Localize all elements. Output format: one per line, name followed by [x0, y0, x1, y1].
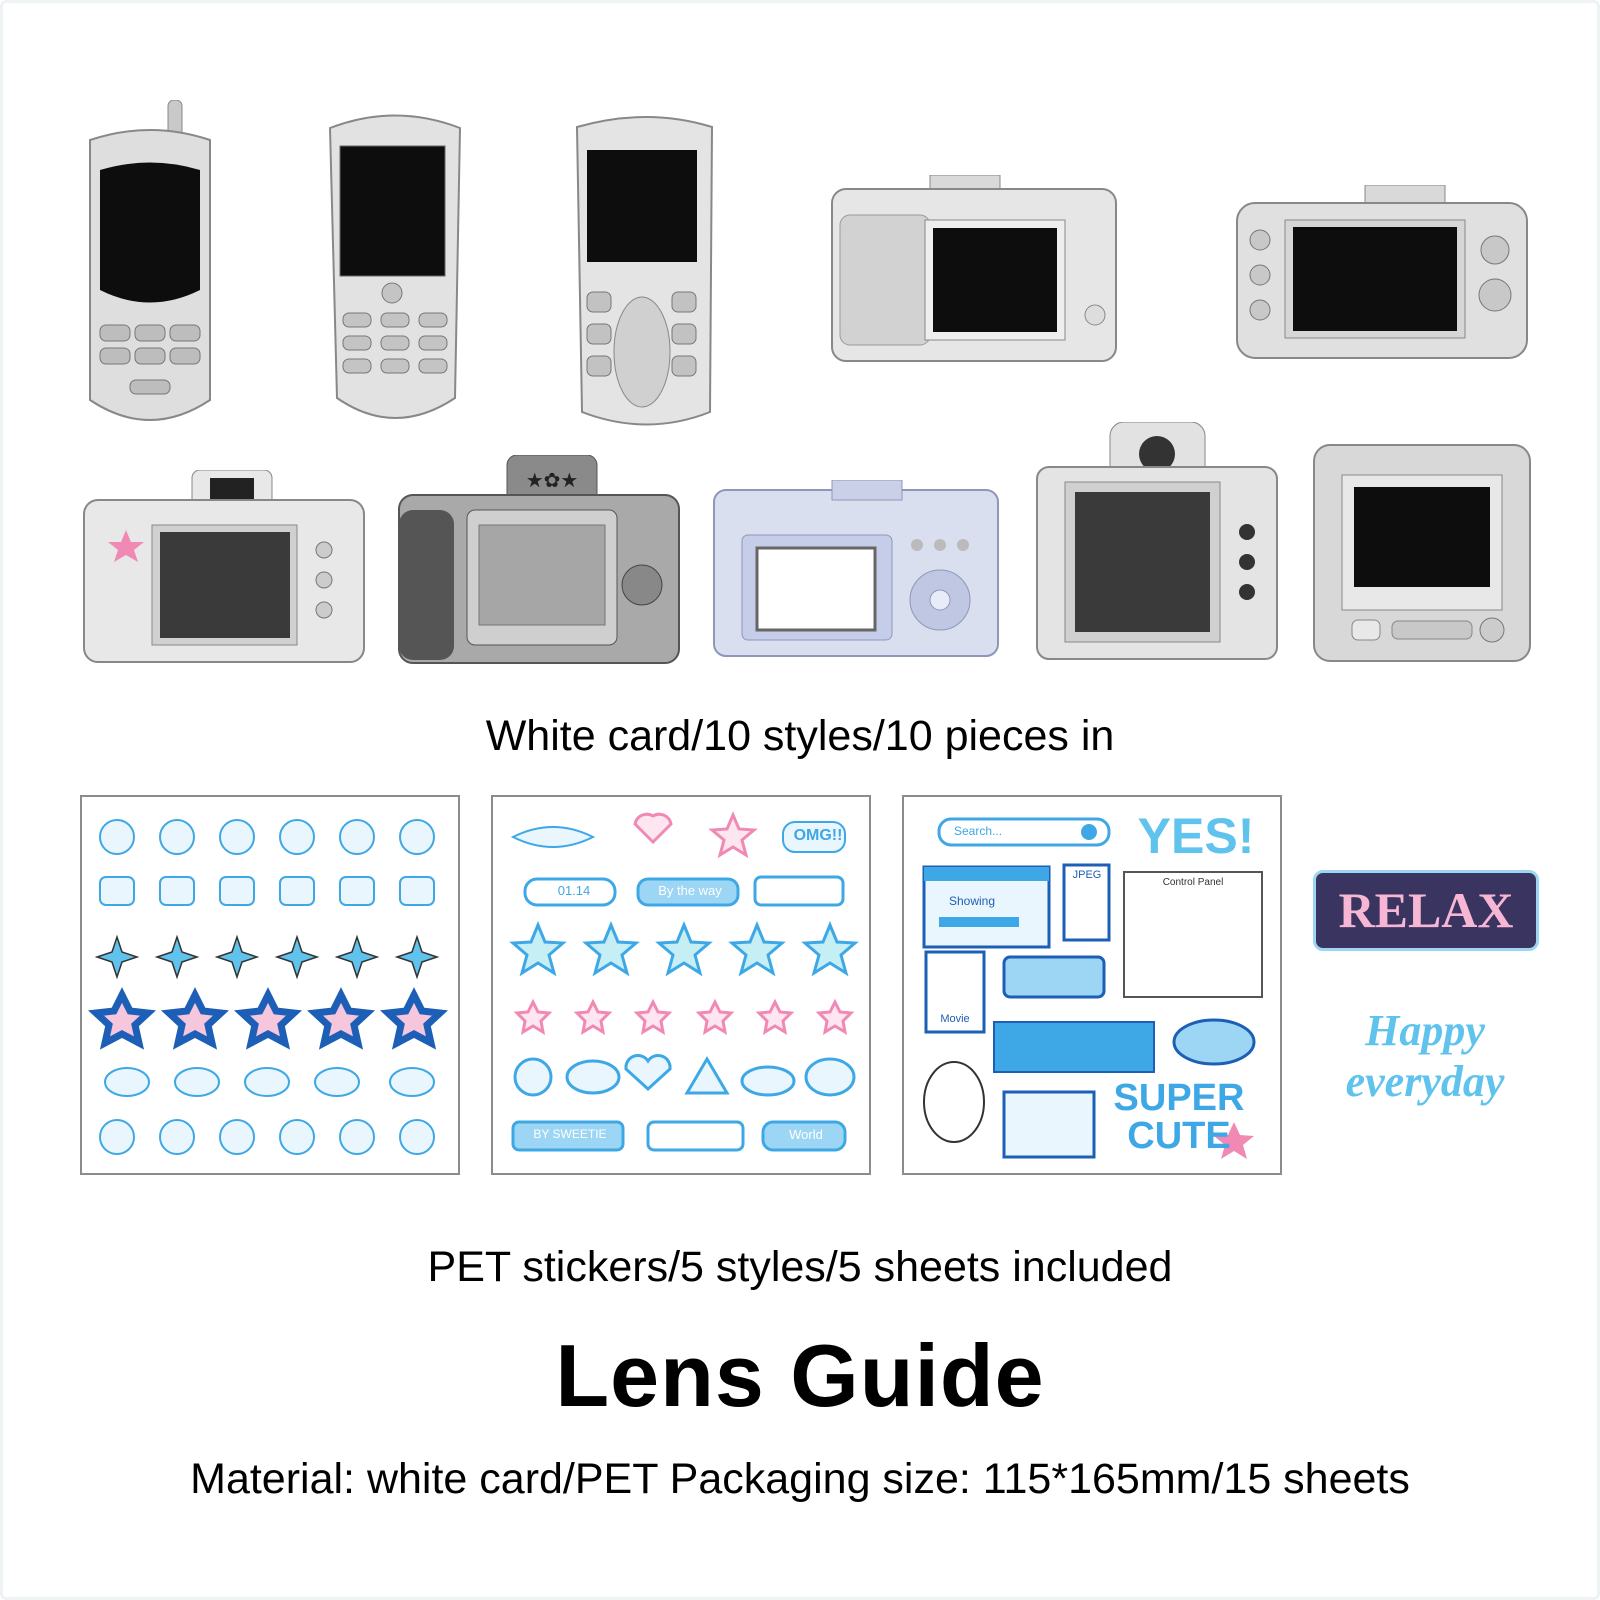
relax-sticker-label: RELAX [1338, 882, 1514, 938]
white-card-caption: White card/10 styles/10 pieces in [485, 712, 1115, 760]
sticker-sheet-icons [80, 795, 460, 1175]
by-the-way-sticker-label: By the way [658, 883, 722, 898]
happy-everyday-sticker [1315, 1005, 1535, 1125]
point-shoot-camera-lilac-sticker [712, 480, 1002, 660]
sticker-sheet-labels [491, 795, 871, 1175]
candybar-phone-sticker [325, 108, 465, 433]
pet-caption: PET stickers/5 styles/5 sheets included [427, 1243, 1173, 1291]
showing-sticker-label: Showing [949, 894, 996, 908]
sheet-icons-art [82, 797, 458, 1173]
flip-phone-sticker [80, 100, 220, 440]
happy-sticker-label: Happy [1365, 1006, 1485, 1055]
dslr-camera-dark-sticker [397, 455, 682, 665]
relax-sticker [1313, 870, 1539, 951]
page-title: Lens Guide [555, 1326, 1045, 1425]
super-sticker-label: SUPER [1113, 1077, 1245, 1119]
everyday-sticker-label: everyday [1345, 1057, 1505, 1106]
compact-camera-sticker [830, 175, 1120, 365]
jpeg-sticker-label: JPEG [1072, 869, 1102, 881]
world-sticker-label: World [789, 1127, 823, 1142]
yes-sticker-label: YES! [1137, 808, 1255, 864]
svg-text:★✿★: ★✿★ [525, 468, 579, 492]
sticker-sheet-retro-ui [902, 795, 1282, 1175]
search-sticker-label: Search... [954, 824, 1003, 838]
cute-sticker-label: CUTE [1127, 1115, 1231, 1157]
dslr-camera-pink-sticker [82, 470, 367, 665]
sheet-labels-art [493, 797, 869, 1173]
instant-camera-sticker [1312, 435, 1532, 663]
control-panel-sticker-label: Control Panel [1162, 877, 1224, 888]
speckled-camera-sticker [1035, 422, 1280, 662]
omg-sticker-label: OMG!! [793, 827, 843, 844]
material-caption: Material: white card/PET Packaging size: 115*165mm/15 sheets [190, 1455, 1410, 1503]
date-sticker-label: 01.14 [557, 883, 591, 898]
slider-phone-sticker [572, 112, 722, 430]
movie-sticker-label: Movie [940, 1013, 970, 1025]
bridge-camera-sticker [1235, 185, 1530, 360]
by-sweetie-sticker-label: BY SWEETIE [533, 1127, 607, 1141]
